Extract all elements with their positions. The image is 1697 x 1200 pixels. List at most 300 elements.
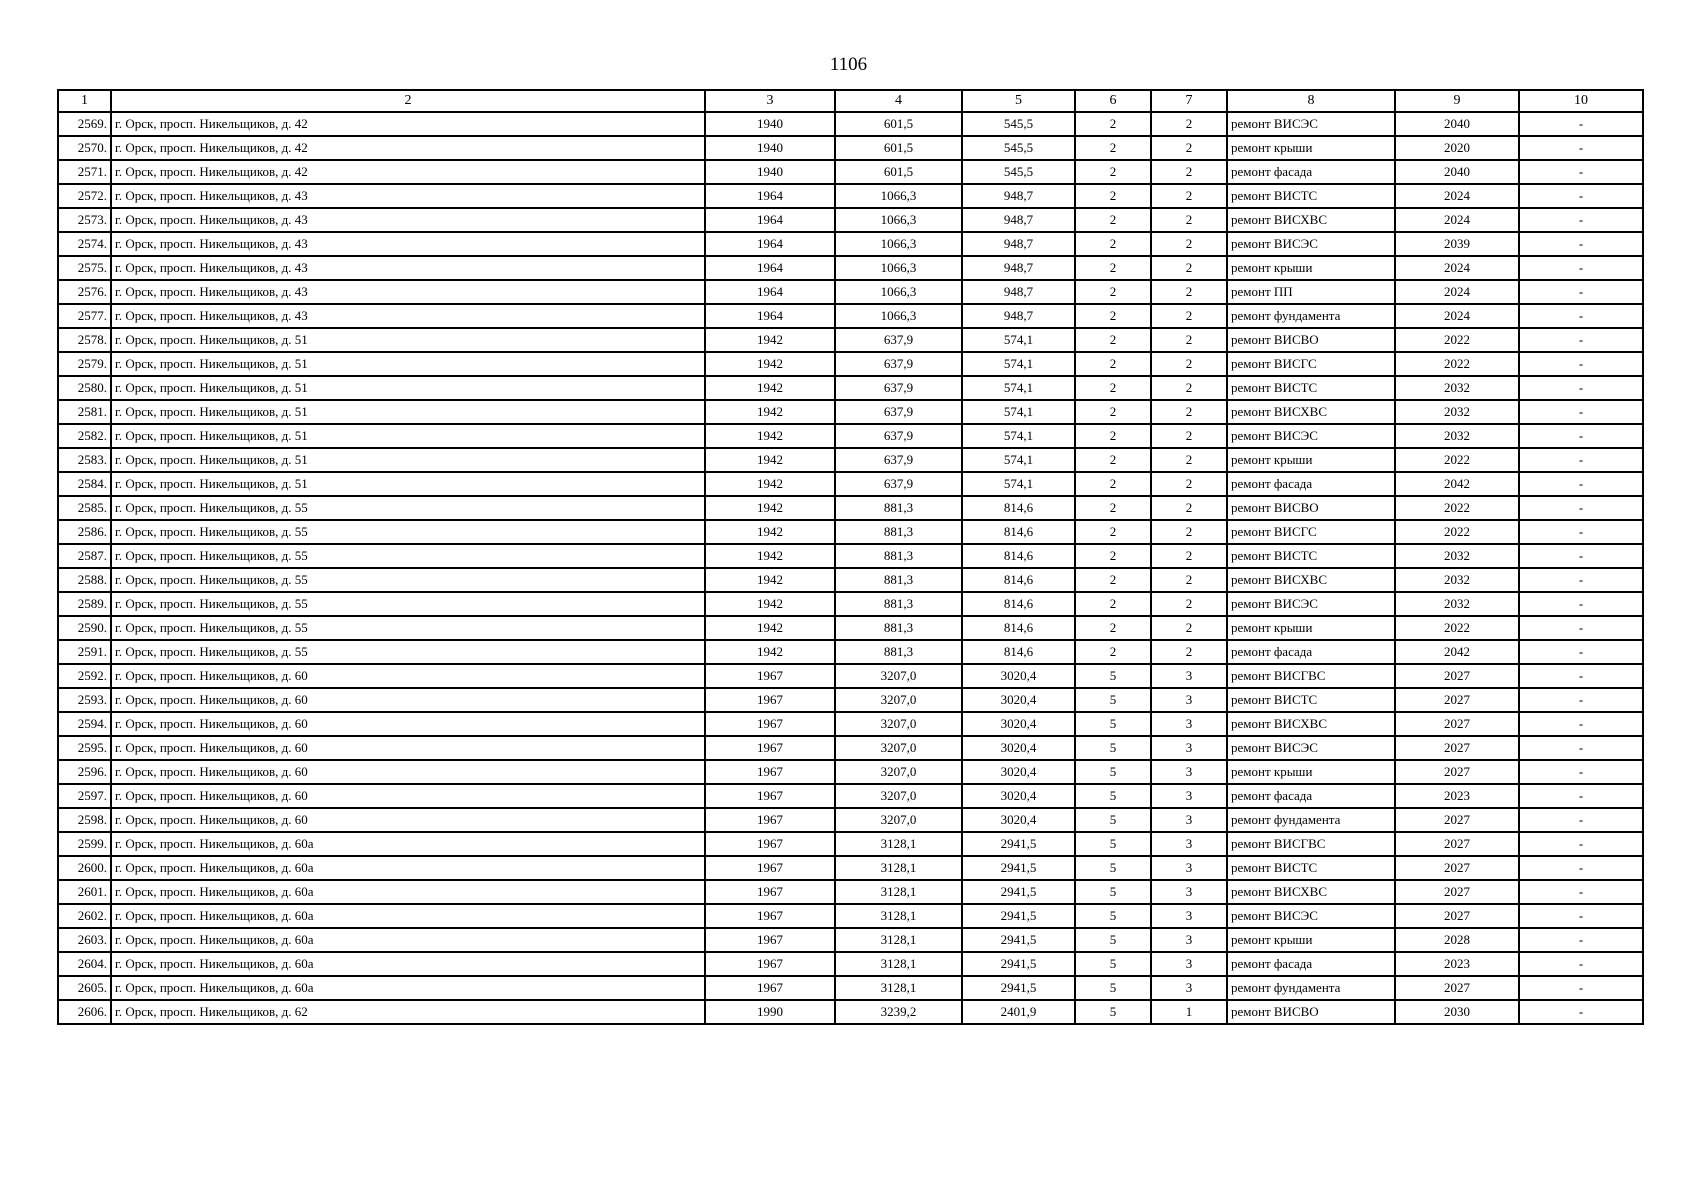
cell-floors: 2 xyxy=(1075,328,1151,352)
cell-entrances: 3 xyxy=(1151,976,1227,1000)
cell-total-area: 881,3 xyxy=(835,496,962,520)
cell-work-type: ремонт ВИСХВС xyxy=(1227,208,1395,232)
cell-work-type: ремонт ВИСГВС xyxy=(1227,664,1395,688)
cell-living-area: 574,1 xyxy=(962,448,1075,472)
cell-note: - xyxy=(1519,208,1643,232)
cell-floors: 2 xyxy=(1075,160,1151,184)
cell-entrances: 2 xyxy=(1151,568,1227,592)
cell-address: г. Орск, просп. Никельщиков, д. 60 xyxy=(111,760,705,784)
cell-year: 1967 xyxy=(705,832,835,856)
table-row xyxy=(58,520,1643,544)
cell-year: 1942 xyxy=(705,496,835,520)
cell-year: 1942 xyxy=(705,592,835,616)
cell-floors: 2 xyxy=(1075,376,1151,400)
cell-planned-year: 2027 xyxy=(1395,856,1519,880)
cell-living-area: 2401,9 xyxy=(962,1000,1075,1024)
cell-planned-year: 2024 xyxy=(1395,184,1519,208)
cell-living-area: 574,1 xyxy=(962,472,1075,496)
cell-note: - xyxy=(1519,784,1643,808)
cell-address: г. Орск, просп. Никельщиков, д. 60 xyxy=(111,736,705,760)
cell-number: 2581. xyxy=(58,400,111,424)
cell-note: - xyxy=(1519,568,1643,592)
cell-living-area: 3020,4 xyxy=(962,712,1075,736)
cell-planned-year: 2032 xyxy=(1395,424,1519,448)
cell-work-type: ремонт ВИСТС xyxy=(1227,688,1395,712)
cell-number: 2582. xyxy=(58,424,111,448)
cell-total-area: 881,3 xyxy=(835,640,962,664)
table-row xyxy=(58,976,1643,1000)
cell-address: г. Орск, просп. Никельщиков, д. 43 xyxy=(111,184,705,208)
cell-entrances: 3 xyxy=(1151,712,1227,736)
cell-note: - xyxy=(1519,832,1643,856)
cell-floors: 2 xyxy=(1075,424,1151,448)
cell-total-area: 3128,1 xyxy=(835,952,962,976)
cell-entrances: 2 xyxy=(1151,112,1227,136)
cell-planned-year: 2032 xyxy=(1395,568,1519,592)
table-row xyxy=(58,664,1643,688)
cell-living-area: 3020,4 xyxy=(962,808,1075,832)
cell-entrances: 3 xyxy=(1151,928,1227,952)
cell-note: - xyxy=(1519,856,1643,880)
cell-floors: 5 xyxy=(1075,784,1151,808)
cell-number: 2586. xyxy=(58,520,111,544)
cell-planned-year: 2022 xyxy=(1395,352,1519,376)
cell-total-area: 881,3 xyxy=(835,592,962,616)
cell-note: - xyxy=(1519,928,1643,952)
table-row xyxy=(58,832,1643,856)
cell-work-type: ремонт ВИСХВС xyxy=(1227,400,1395,424)
cell-planned-year: 2039 xyxy=(1395,232,1519,256)
table-row xyxy=(58,544,1643,568)
cell-planned-year: 2042 xyxy=(1395,640,1519,664)
cell-floors: 2 xyxy=(1075,136,1151,160)
cell-work-type: ремонт ВИСВО xyxy=(1227,328,1395,352)
cell-total-area: 637,9 xyxy=(835,376,962,400)
cell-year: 1964 xyxy=(705,256,835,280)
cell-floors: 5 xyxy=(1075,832,1151,856)
cell-address: г. Орск, просп. Никельщиков, д. 60а xyxy=(111,856,705,880)
cell-number: 2573. xyxy=(58,208,111,232)
cell-entrances: 2 xyxy=(1151,352,1227,376)
cell-living-area: 3020,4 xyxy=(962,664,1075,688)
cell-year: 1942 xyxy=(705,640,835,664)
cell-note: - xyxy=(1519,256,1643,280)
cell-number: 2583. xyxy=(58,448,111,472)
cell-entrances: 2 xyxy=(1151,520,1227,544)
cell-work-type: ремонт фасада xyxy=(1227,160,1395,184)
column-header-address: 2 xyxy=(111,90,705,112)
cell-floors: 2 xyxy=(1075,496,1151,520)
cell-address: г. Орск, просп. Никельщиков, д. 51 xyxy=(111,352,705,376)
cell-note: - xyxy=(1519,112,1643,136)
table-row xyxy=(58,928,1643,952)
cell-year: 1964 xyxy=(705,208,835,232)
cell-planned-year: 2027 xyxy=(1395,736,1519,760)
cell-year: 1942 xyxy=(705,544,835,568)
table-row xyxy=(58,112,1643,136)
cell-entrances: 2 xyxy=(1151,592,1227,616)
cell-living-area: 3020,4 xyxy=(962,688,1075,712)
cell-address: г. Орск, просп. Никельщиков, д. 60 xyxy=(111,808,705,832)
cell-entrances: 2 xyxy=(1151,184,1227,208)
cell-entrances: 2 xyxy=(1151,328,1227,352)
cell-note: - xyxy=(1519,376,1643,400)
cell-floors: 5 xyxy=(1075,904,1151,928)
cell-entrances: 3 xyxy=(1151,760,1227,784)
cell-year: 1942 xyxy=(705,520,835,544)
cell-number: 2593. xyxy=(58,688,111,712)
cell-work-type: ремонт ВИСЭС xyxy=(1227,424,1395,448)
table-row xyxy=(58,688,1643,712)
cell-number: 2570. xyxy=(58,136,111,160)
cell-address: г. Орск, просп. Никельщиков, д. 60а xyxy=(111,904,705,928)
cell-year: 1967 xyxy=(705,688,835,712)
cell-planned-year: 2027 xyxy=(1395,688,1519,712)
cell-living-area: 2941,5 xyxy=(962,976,1075,1000)
cell-note: - xyxy=(1519,880,1643,904)
cell-floors: 2 xyxy=(1075,448,1151,472)
column-header-entrances: 7 xyxy=(1151,90,1227,112)
cell-year: 1942 xyxy=(705,328,835,352)
cell-living-area: 814,6 xyxy=(962,592,1075,616)
cell-note: - xyxy=(1519,664,1643,688)
cell-living-area: 574,1 xyxy=(962,376,1075,400)
cell-total-area: 601,5 xyxy=(835,160,962,184)
table-row xyxy=(58,736,1643,760)
cell-note: - xyxy=(1519,136,1643,160)
cell-number: 2605. xyxy=(58,976,111,1000)
cell-number: 2577. xyxy=(58,304,111,328)
cell-address: г. Орск, просп. Никельщиков, д. 60 xyxy=(111,712,705,736)
table-row xyxy=(58,424,1643,448)
cell-work-type: ремонт ВИСВО xyxy=(1227,1000,1395,1024)
cell-year: 1964 xyxy=(705,184,835,208)
cell-entrances: 3 xyxy=(1151,832,1227,856)
cell-entrances: 2 xyxy=(1151,544,1227,568)
cell-work-type: ремонт ВИСГС xyxy=(1227,352,1395,376)
cell-number: 2606. xyxy=(58,1000,111,1024)
cell-address: г. Орск, просп. Никельщиков, д. 51 xyxy=(111,472,705,496)
table-row xyxy=(58,952,1643,976)
cell-total-area: 3207,0 xyxy=(835,712,962,736)
cell-planned-year: 2023 xyxy=(1395,952,1519,976)
cell-address: г. Орск, просп. Никельщиков, д. 42 xyxy=(111,112,705,136)
cell-total-area: 1066,3 xyxy=(835,232,962,256)
cell-entrances: 2 xyxy=(1151,640,1227,664)
cell-number: 2599. xyxy=(58,832,111,856)
cell-planned-year: 2027 xyxy=(1395,760,1519,784)
cell-floors: 2 xyxy=(1075,280,1151,304)
table-row xyxy=(58,136,1643,160)
cell-year: 1940 xyxy=(705,160,835,184)
cell-address: г. Орск, просп. Никельщиков, д. 60 xyxy=(111,664,705,688)
cell-total-area: 3128,1 xyxy=(835,880,962,904)
cell-floors: 5 xyxy=(1075,712,1151,736)
table-row xyxy=(58,376,1643,400)
cell-address: г. Орск, просп. Никельщиков, д. 51 xyxy=(111,328,705,352)
cell-total-area: 3207,0 xyxy=(835,736,962,760)
column-header-total-area: 4 xyxy=(835,90,962,112)
cell-note: - xyxy=(1519,640,1643,664)
cell-living-area: 814,6 xyxy=(962,568,1075,592)
cell-number: 2596. xyxy=(58,760,111,784)
cell-total-area: 1066,3 xyxy=(835,256,962,280)
cell-address: г. Орск, просп. Никельщиков, д. 55 xyxy=(111,592,705,616)
cell-work-type: ремонт крыши xyxy=(1227,616,1395,640)
table-row xyxy=(58,904,1643,928)
cell-living-area: 948,7 xyxy=(962,208,1075,232)
cell-living-area: 2941,5 xyxy=(962,880,1075,904)
cell-address: г. Орск, просп. Никельщиков, д. 43 xyxy=(111,304,705,328)
cell-total-area: 601,5 xyxy=(835,112,962,136)
cell-entrances: 3 xyxy=(1151,952,1227,976)
cell-number: 2590. xyxy=(58,616,111,640)
cell-work-type: ремонт ВИСВО xyxy=(1227,496,1395,520)
cell-living-area: 3020,4 xyxy=(962,784,1075,808)
cell-work-type: ремонт ВИСТС xyxy=(1227,184,1395,208)
cell-living-area: 574,1 xyxy=(962,400,1075,424)
column-header-floors: 6 xyxy=(1075,90,1151,112)
cell-work-type: ремонт ВИСЭС xyxy=(1227,112,1395,136)
cell-year: 1967 xyxy=(705,664,835,688)
cell-planned-year: 2027 xyxy=(1395,664,1519,688)
cell-year: 1967 xyxy=(705,808,835,832)
cell-living-area: 545,5 xyxy=(962,136,1075,160)
cell-living-area: 2941,5 xyxy=(962,832,1075,856)
cell-address: г. Орск, просп. Никельщиков, д. 55 xyxy=(111,568,705,592)
cell-living-area: 574,1 xyxy=(962,424,1075,448)
cell-year: 1940 xyxy=(705,112,835,136)
cell-total-area: 3207,0 xyxy=(835,808,962,832)
cell-work-type: ремонт ПП xyxy=(1227,280,1395,304)
column-header-living-area: 5 xyxy=(962,90,1075,112)
cell-entrances: 2 xyxy=(1151,616,1227,640)
cell-planned-year: 2032 xyxy=(1395,376,1519,400)
cell-year: 1967 xyxy=(705,856,835,880)
cell-address: г. Орск, просп. Никельщиков, д. 60а xyxy=(111,880,705,904)
cell-entrances: 2 xyxy=(1151,256,1227,280)
cell-address: г. Орск, просп. Никельщиков, д. 43 xyxy=(111,232,705,256)
cell-total-area: 881,3 xyxy=(835,520,962,544)
cell-floors: 2 xyxy=(1075,472,1151,496)
cell-work-type: ремонт фундамента xyxy=(1227,304,1395,328)
cell-living-area: 545,5 xyxy=(962,112,1075,136)
cell-living-area: 545,5 xyxy=(962,160,1075,184)
cell-year: 1967 xyxy=(705,952,835,976)
cell-number: 2574. xyxy=(58,232,111,256)
cell-work-type: ремонт ВИСХВС xyxy=(1227,568,1395,592)
cell-planned-year: 2020 xyxy=(1395,136,1519,160)
cell-number: 2598. xyxy=(58,808,111,832)
cell-number: 2591. xyxy=(58,640,111,664)
cell-note: - xyxy=(1519,808,1643,832)
cell-note: - xyxy=(1519,952,1643,976)
cell-entrances: 2 xyxy=(1151,136,1227,160)
cell-planned-year: 2024 xyxy=(1395,256,1519,280)
column-header-planned-year: 9 xyxy=(1395,90,1519,112)
cell-planned-year: 2022 xyxy=(1395,448,1519,472)
cell-planned-year: 2027 xyxy=(1395,712,1519,736)
table-row xyxy=(58,304,1643,328)
cell-year: 1967 xyxy=(705,760,835,784)
cell-living-area: 2941,5 xyxy=(962,904,1075,928)
cell-floors: 2 xyxy=(1075,544,1151,568)
table-row xyxy=(58,280,1643,304)
cell-year: 1967 xyxy=(705,928,835,952)
cell-year: 1967 xyxy=(705,712,835,736)
cell-floors: 2 xyxy=(1075,256,1151,280)
cell-planned-year: 2022 xyxy=(1395,520,1519,544)
cell-floors: 5 xyxy=(1075,664,1151,688)
cell-year: 1942 xyxy=(705,472,835,496)
cell-planned-year: 2032 xyxy=(1395,592,1519,616)
cell-work-type: ремонт фасада xyxy=(1227,640,1395,664)
cell-floors: 2 xyxy=(1075,568,1151,592)
cell-living-area: 3020,4 xyxy=(962,736,1075,760)
cell-number: 2587. xyxy=(58,544,111,568)
cell-entrances: 3 xyxy=(1151,856,1227,880)
repair-register-table xyxy=(57,89,1644,1025)
table-row xyxy=(58,712,1643,736)
cell-address: г. Орск, просп. Никельщиков, д. 60а xyxy=(111,928,705,952)
cell-work-type: ремонт ВИСЭС xyxy=(1227,736,1395,760)
cell-planned-year: 2030 xyxy=(1395,1000,1519,1024)
cell-floors: 2 xyxy=(1075,232,1151,256)
cell-number: 2580. xyxy=(58,376,111,400)
cell-note: - xyxy=(1519,688,1643,712)
cell-address: г. Орск, просп. Никельщиков, д. 51 xyxy=(111,376,705,400)
cell-address: г. Орск, просп. Никельщиков, д. 55 xyxy=(111,496,705,520)
cell-living-area: 948,7 xyxy=(962,256,1075,280)
cell-work-type: ремонт фундамента xyxy=(1227,976,1395,1000)
cell-total-area: 1066,3 xyxy=(835,280,962,304)
cell-year: 1967 xyxy=(705,736,835,760)
cell-entrances: 3 xyxy=(1151,808,1227,832)
cell-note: - xyxy=(1519,544,1643,568)
cell-address: г. Орск, просп. Никельщиков, д. 60 xyxy=(111,784,705,808)
cell-number: 2604. xyxy=(58,952,111,976)
table-row xyxy=(58,808,1643,832)
cell-total-area: 881,3 xyxy=(835,616,962,640)
cell-entrances: 1 xyxy=(1151,1000,1227,1024)
cell-living-area: 814,6 xyxy=(962,544,1075,568)
cell-floors: 2 xyxy=(1075,616,1151,640)
cell-total-area: 1066,3 xyxy=(835,208,962,232)
cell-living-area: 574,1 xyxy=(962,352,1075,376)
column-header-work-type: 8 xyxy=(1227,90,1395,112)
page-number: 1106 xyxy=(829,54,868,75)
cell-work-type: ремонт ВИСТС xyxy=(1227,544,1395,568)
cell-year: 1967 xyxy=(705,976,835,1000)
cell-note: - xyxy=(1519,976,1643,1000)
cell-total-area: 637,9 xyxy=(835,472,962,496)
cell-total-area: 637,9 xyxy=(835,448,962,472)
cell-note: - xyxy=(1519,616,1643,640)
cell-floors: 5 xyxy=(1075,976,1151,1000)
cell-note: - xyxy=(1519,592,1643,616)
cell-number: 2589. xyxy=(58,592,111,616)
table-row xyxy=(58,256,1643,280)
cell-total-area: 3128,1 xyxy=(835,904,962,928)
cell-total-area: 1066,3 xyxy=(835,184,962,208)
table-row xyxy=(58,568,1643,592)
cell-year: 1964 xyxy=(705,280,835,304)
cell-entrances: 2 xyxy=(1151,472,1227,496)
cell-living-area: 574,1 xyxy=(962,328,1075,352)
cell-number: 2572. xyxy=(58,184,111,208)
cell-total-area: 3128,1 xyxy=(835,928,962,952)
cell-floors: 2 xyxy=(1075,304,1151,328)
cell-number: 2595. xyxy=(58,736,111,760)
cell-work-type: ремонт ВИСХВС xyxy=(1227,880,1395,904)
cell-year: 1942 xyxy=(705,400,835,424)
cell-floors: 2 xyxy=(1075,592,1151,616)
cell-number: 2597. xyxy=(58,784,111,808)
cell-living-area: 814,6 xyxy=(962,520,1075,544)
cell-year: 1967 xyxy=(705,784,835,808)
cell-address: г. Орск, просп. Никельщиков, д. 51 xyxy=(111,424,705,448)
cell-address: г. Орск, просп. Никельщиков, д. 43 xyxy=(111,280,705,304)
cell-number: 2575. xyxy=(58,256,111,280)
cell-address: г. Орск, просп. Никельщиков, д. 43 xyxy=(111,208,705,232)
cell-note: - xyxy=(1519,520,1643,544)
cell-address: г. Орск, просп. Никельщиков, д. 60а xyxy=(111,952,705,976)
cell-work-type: ремонт ВИСЭС xyxy=(1227,232,1395,256)
table-row xyxy=(58,496,1643,520)
cell-year: 1942 xyxy=(705,568,835,592)
cell-entrances: 3 xyxy=(1151,688,1227,712)
cell-planned-year: 2032 xyxy=(1395,544,1519,568)
cell-year: 1964 xyxy=(705,232,835,256)
cell-address: г. Орск, просп. Никельщиков, д. 55 xyxy=(111,544,705,568)
cell-work-type: ремонт ВИСЭС xyxy=(1227,904,1395,928)
cell-note: - xyxy=(1519,904,1643,928)
cell-address: г. Орск, просп. Никельщиков, д. 55 xyxy=(111,640,705,664)
cell-entrances: 2 xyxy=(1151,304,1227,328)
cell-address: г. Орск, просп. Никельщиков, д. 51 xyxy=(111,400,705,424)
cell-number: 2578. xyxy=(58,328,111,352)
table-row xyxy=(58,448,1643,472)
cell-total-area: 3207,0 xyxy=(835,760,962,784)
cell-entrances: 2 xyxy=(1151,208,1227,232)
cell-year: 1967 xyxy=(705,904,835,928)
cell-entrances: 2 xyxy=(1151,400,1227,424)
cell-year: 1942 xyxy=(705,376,835,400)
cell-entrances: 3 xyxy=(1151,904,1227,928)
cell-living-area: 814,6 xyxy=(962,496,1075,520)
table-header-row xyxy=(58,90,1643,112)
cell-address: г. Орск, просп. Никельщиков, д. 43 xyxy=(111,256,705,280)
cell-address: г. Орск, просп. Никельщиков, д. 60а xyxy=(111,976,705,1000)
table-row xyxy=(58,856,1643,880)
cell-number: 2588. xyxy=(58,568,111,592)
cell-address: г. Орск, просп. Никельщиков, д. 55 xyxy=(111,520,705,544)
cell-floors: 5 xyxy=(1075,808,1151,832)
cell-entrances: 2 xyxy=(1151,424,1227,448)
cell-total-area: 3207,0 xyxy=(835,664,962,688)
table-row xyxy=(58,352,1643,376)
cell-floors: 2 xyxy=(1075,184,1151,208)
cell-planned-year: 2027 xyxy=(1395,808,1519,832)
column-header-year: 3 xyxy=(705,90,835,112)
table-row xyxy=(58,328,1643,352)
column-header-number: 1 xyxy=(58,90,111,112)
cell-entrances: 2 xyxy=(1151,376,1227,400)
cell-number: 2602. xyxy=(58,904,111,928)
cell-note: - xyxy=(1519,160,1643,184)
cell-number: 2594. xyxy=(58,712,111,736)
table-row xyxy=(58,184,1643,208)
